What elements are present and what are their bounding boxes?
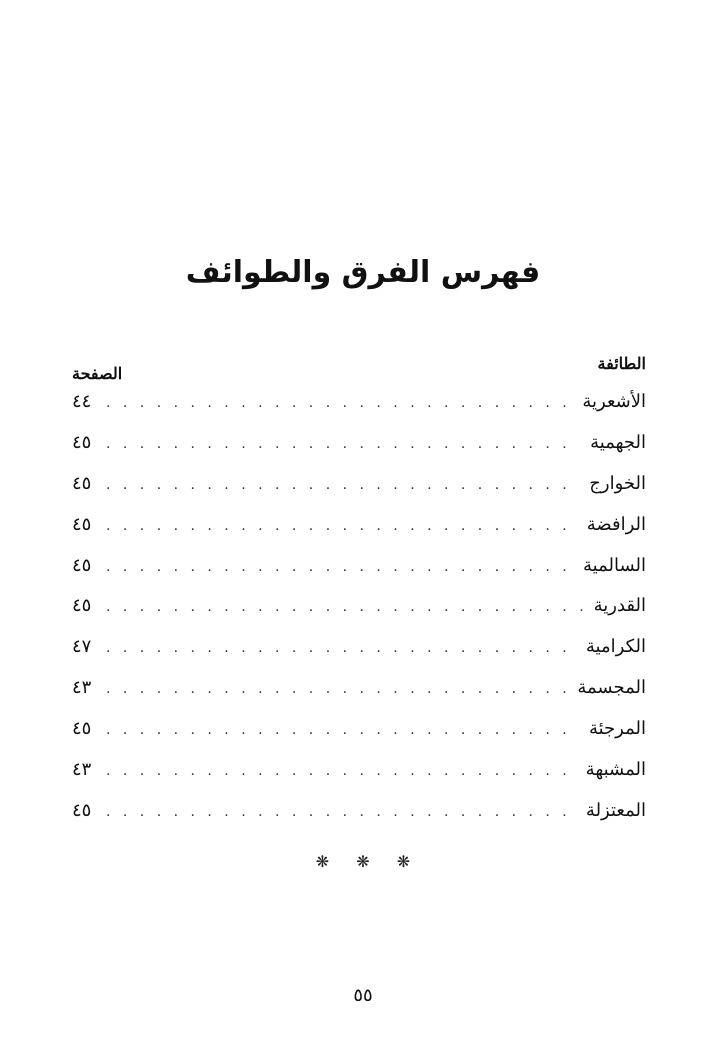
index-entry [72, 505, 646, 546]
entry-name: الكرامية [585, 636, 646, 658]
entry-name: القدرية [593, 595, 646, 617]
entry-name: المجسمة [577, 677, 646, 699]
index-entry [72, 750, 646, 791]
column-header-sect: الطائفة [597, 354, 646, 373]
index-entry [72, 464, 646, 505]
entry-name: الأشعرية [582, 391, 646, 412]
dot-leader [106, 547, 573, 587]
entry-page-number: ٤٥ [72, 431, 92, 453]
dot-leader [106, 465, 579, 505]
index-entry [72, 791, 646, 832]
index-entry [72, 546, 646, 587]
dot-leader [106, 383, 572, 423]
index-entry [72, 382, 646, 423]
index-header [72, 350, 646, 382]
entry-page-number: ٤٣ [72, 677, 92, 699]
entry-page-number: ٤٥ [72, 718, 92, 740]
index-entry [72, 627, 646, 668]
index-table [72, 350, 646, 832]
dot-leader [106, 710, 579, 750]
entry-page-number: ٤٥ [72, 554, 92, 576]
dot-leader [106, 792, 576, 832]
dot-leader [106, 424, 580, 464]
entry-name: السالمية [583, 554, 646, 576]
entry-page-number: ٤٥ [72, 799, 92, 821]
index-entry [72, 586, 646, 627]
entry-page-number: ٤٥ [72, 472, 92, 494]
entry-name: الجهمية [590, 431, 646, 453]
entry-name: المشبهة [585, 759, 646, 781]
dot-leader [106, 751, 576, 791]
entry-page-number: ٤٤ [72, 391, 92, 412]
dot-leader [106, 628, 576, 668]
index-entry [72, 709, 646, 750]
entry-name: المرجئة [588, 718, 646, 740]
page-number: ٥٥ [353, 985, 373, 1006]
dot-leader [106, 669, 567, 709]
entry-name: المعتزلة [585, 799, 646, 821]
index-entry [72, 423, 646, 464]
entry-page-number: ٤٧ [72, 636, 92, 658]
entry-page-number: ٤٣ [72, 759, 92, 781]
dot-leader [106, 506, 577, 546]
column-header-page: الصفحة [72, 364, 123, 383]
entry-name: الرافضة [586, 513, 646, 535]
entry-page-number: ٤٥ [72, 513, 92, 535]
entry-page-number: ٤٥ [72, 595, 92, 617]
entry-name: الخوارج [589, 472, 646, 494]
dot-leader [106, 587, 584, 627]
ornament-stars: ❋ ❋ ❋ [315, 852, 411, 871]
page-title: فهرس الفرق والطوائف [185, 255, 541, 290]
index-entry [72, 668, 646, 709]
